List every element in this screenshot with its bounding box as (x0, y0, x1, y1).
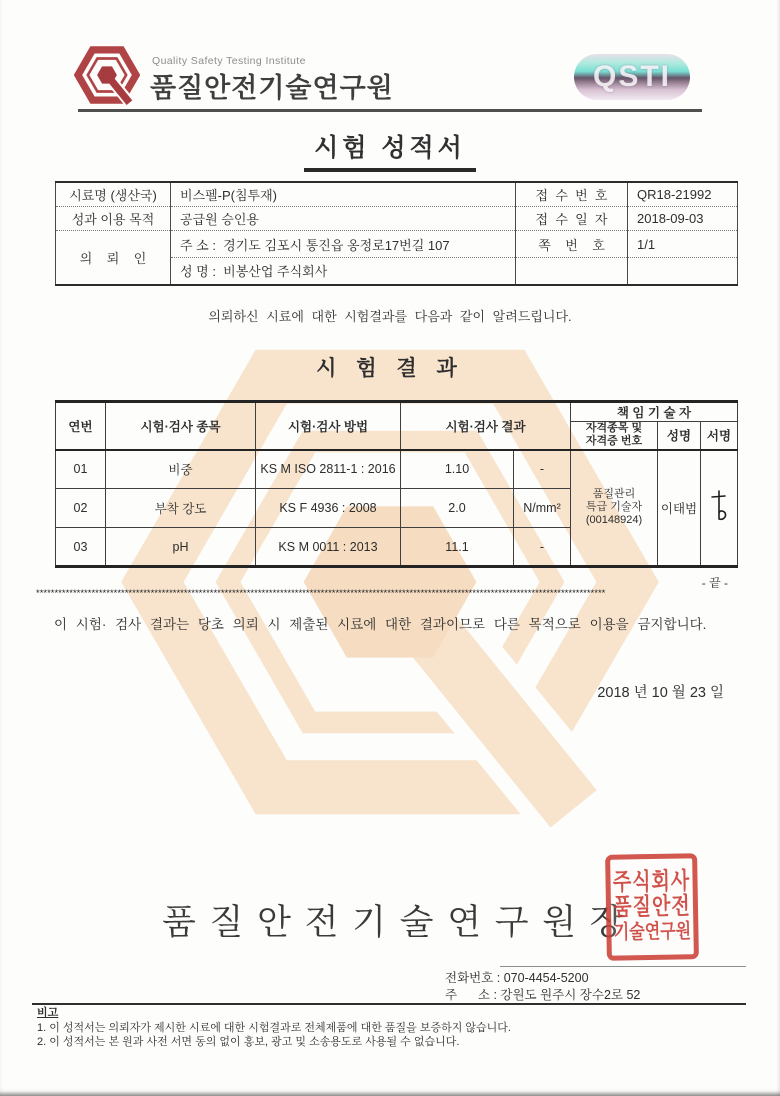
row-unit: - (514, 528, 571, 567)
row-unit: - (514, 450, 571, 489)
note-item-1: 1. 이 성적서는 의뢰자가 제시한 시료에 대한 시험결과로 전체제품에 대한 품질을 보증하지 않습니다. (37, 1021, 511, 1034)
page-no-label: 쪽 번 호 (516, 231, 628, 258)
phone-line: 전화번호 : 070-4454-5200 (445, 971, 589, 985)
page-no-value: 1/1 (628, 231, 738, 258)
technician-qualification (571, 450, 658, 567)
document-title-row (0, 128, 780, 172)
col-header-qualification (571, 422, 658, 450)
client-label: 의 뢰 인 (56, 231, 171, 285)
header-divider (78, 109, 702, 112)
row-item: pH (106, 528, 256, 567)
technician-signature (701, 450, 738, 567)
col-header-signature: 서명 (701, 422, 738, 450)
document-title: 시험 성적서 (304, 128, 476, 172)
col-header-item: 시험·검사 종목 (106, 402, 256, 450)
row-method: KS F 4936 : 2008 (256, 489, 401, 528)
institute-name-english: Quality Safety Testing Institute (152, 55, 306, 67)
address-line: 주 소 : 강원도 원주시 장수2로 52 (445, 988, 641, 1002)
institute-name-korean: 품질안전기술연구원 (150, 73, 394, 103)
notice-text: 의뢰하신 시료에 대한 시험결과를 다음과 같이 알려드립니다. (208, 309, 572, 324)
qsti-logo-icon (74, 42, 140, 108)
row-unit: N/mm² (514, 489, 571, 528)
col-header-name: 성명 (658, 422, 701, 450)
result-row-1 (56, 450, 738, 489)
row-method: KS M 0011 : 2013 (256, 528, 401, 567)
handwritten-signature-icon (709, 488, 729, 524)
official-red-seal (605, 853, 699, 961)
row-item: 부착 강도 (106, 489, 256, 528)
row-method: KS M ISO 2811-1 : 2016 (256, 450, 401, 489)
notes-label: 비고 (37, 1007, 59, 1019)
note-item-2: 2. 이 성적서는 본 원과 사전 서면 동의 없이 홍보, 광고 및 소송용도로 사용될 수 없습니다. (37, 1036, 460, 1048)
seal-text-line3: 기술연구원 (613, 920, 692, 944)
scan-edge-artifact (0, 1091, 780, 1096)
end-of-results-mark: - 끝 - (701, 576, 728, 590)
issue-date: 2018 년 10 월 23 일 (597, 685, 724, 701)
receipt-date-label: 접 수 일 자 (516, 207, 628, 231)
director-title-text: 품 질 안 전 기 술 연 구 원 장 (162, 903, 626, 942)
sample-name-label: 시료명 (생산국) (56, 182, 171, 207)
test-results-table (55, 400, 738, 568)
empty-cell (516, 258, 628, 285)
receipt-no-value: QR18-21992 (628, 182, 738, 207)
receipt-date-value: 2018-09-03 (628, 207, 738, 231)
technician-qual-line1: 품질관리 (592, 488, 636, 501)
request-info-table (55, 181, 738, 286)
client-address-value: 주 소 : 경기도 김포시 통진읍 옹정로17번길 107 (171, 231, 516, 258)
asterisk-separator: ********************************************************************************************************************************************************** (36, 588, 606, 599)
qsti-hexagon-watermark (120, 312, 660, 852)
col-header-no: 연번 (56, 402, 106, 450)
seal-text-line1: 주식회사 (612, 868, 691, 896)
client-name-value: 성 명 : 비봉산업 주식회사 (171, 258, 516, 285)
row-result: 2.0 (401, 489, 514, 528)
disclaimer-text: 이 시험· 검사 결과는 당초 의뢰 시 제출된 시료에 대한 결과이므로 다른 목적으로 이용을 금지합니다. (54, 617, 707, 632)
qsti-hologram-badge: QSTI (574, 54, 690, 100)
col-header-result: 시험·검사 결과 (401, 402, 571, 450)
technician-name: 이태범 (658, 450, 701, 567)
row-no: 03 (56, 528, 106, 567)
row-no: 01 (56, 450, 106, 489)
results-section-title: 시 험 결 과 (316, 357, 464, 380)
col-header-technician: 책 임 기 술 자 (571, 402, 738, 422)
contact-divider (500, 966, 746, 967)
row-result: 1.10 (401, 450, 514, 489)
notes-divider (32, 1003, 746, 1005)
row-result: 11.1 (401, 528, 514, 567)
sample-name-value: 비스펠-P(침투재) (171, 182, 516, 207)
row-item: 비중 (106, 450, 256, 489)
technician-qual-line2: 특급 기술자 (585, 501, 643, 514)
purpose-value: 공급원 승인용 (171, 207, 516, 231)
row-no: 02 (56, 489, 106, 528)
contact-block (445, 970, 640, 1004)
purpose-label: 성과 이용 목적 (56, 207, 171, 231)
qualification-label-line1: 자격종목 및 (585, 422, 643, 435)
technician-qual-line3: (00148924) (585, 514, 643, 527)
qualification-label-line2: 자격증 번호 (585, 435, 643, 448)
receipt-no-label: 접 수 번 호 (516, 182, 628, 207)
empty-cell (628, 258, 738, 285)
seal-text-line2: 품질안전 (613, 893, 691, 921)
notes-block (37, 1006, 511, 1050)
col-header-method: 시험·검사 방법 (256, 402, 401, 450)
